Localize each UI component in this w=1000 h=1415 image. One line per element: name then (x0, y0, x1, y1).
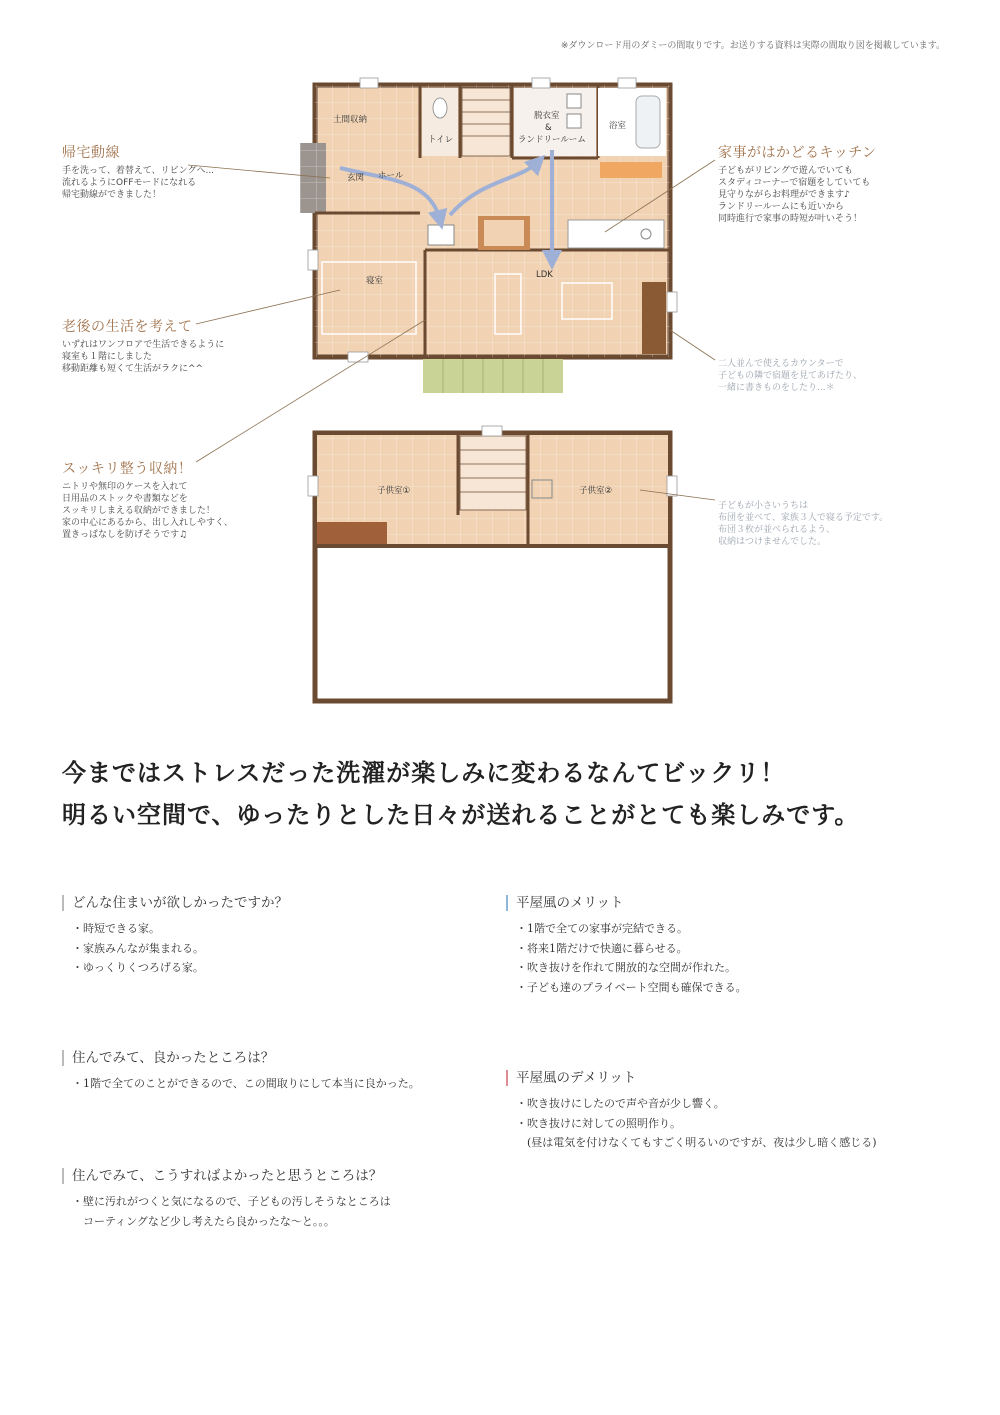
callout-line: 流れるようにOFFモードになれる (62, 178, 197, 188)
callout-title: 帰宅動線 (62, 145, 120, 161)
callout-line: 二人並んで使えるカウンターで (718, 359, 844, 369)
callout-line: 置きっぱなしを防げそうです♫ (62, 530, 188, 540)
callout-line: 子どもの隣で宿題を見てあげたり、 (718, 371, 863, 381)
room-label-toilet: トイレ (428, 135, 454, 145)
callout-storage (62, 458, 282, 541)
qa-item: ・子ども達のプライベート空間も確保できる。 (516, 980, 747, 994)
callout-line: 日用品のストックや書類などを (62, 494, 188, 504)
callout-title: 老後の生活を考えて (62, 319, 193, 335)
callout-line: 家の中心にあるから、出し入れしやすく、 (62, 518, 233, 528)
callout-kids (718, 500, 948, 548)
callout-counter (718, 358, 938, 394)
qa-item: ・1階で全てのことができるので、この間取りにして本当に良かった。 (72, 1077, 420, 1090)
callout-line: 子どもがリビングで遊んでいても (718, 166, 853, 176)
callout-line: 手を洗って、着替えて、リビングへ... (62, 166, 215, 176)
qa-question: 住んでみて、こうすればよかったと思うところは？ (62, 1168, 482, 1184)
qa-item: ・家族みんなが集まれる。 (72, 941, 204, 955)
qa-item: コーティングなど少し考えたら良かったな～と。。。 (72, 1214, 335, 1228)
notice-text: ※ダウンロード用のダミーの間取りです。お送りする資料は実際の間取り図を掲載しています。 (560, 41, 945, 51)
room-label-doma: 土間収納 (333, 115, 368, 125)
room-label-laundry: ランドリールーム (518, 135, 586, 145)
room-label-ldk: LDK (536, 270, 553, 280)
room-label-bath: 浴室 (609, 121, 627, 131)
callout-line: 帰宅動線ができました！ (62, 190, 162, 200)
room-label-hall: ホール (378, 171, 404, 181)
qa-item: ・吹き抜けを作れて開放的な空間が作れた。 (516, 961, 736, 974)
callout-line: 移動距離も短くて生活がラクに^^ (62, 364, 204, 374)
callout-title: スッキリ整う収納！ (62, 461, 193, 477)
callout-line: ニトリや無印のケースを入れて (62, 482, 188, 492)
qa-merits (506, 895, 946, 997)
qa-demerits (506, 1070, 946, 1153)
callout-line: 子どもが小さいうちは (718, 501, 809, 511)
callout-kitaku (62, 142, 262, 201)
callout-title: 家事がはかどるキッチン (718, 145, 877, 161)
callout-line: 一緒に書きものをしたり...＊ (718, 383, 835, 393)
headline (62, 752, 859, 836)
callout-line: スタディコーナーで宿題をしていても (718, 178, 871, 188)
qa-item: ・壁に汚れがつくと気になるので、子どもの汚しそうなところは (72, 1195, 391, 1208)
callout-rougo (62, 316, 282, 375)
callout-line: 布団３枚が並べられるよう、 (718, 525, 836, 535)
qa-item: ・吹き抜けにしたので声や音が少し響く。 (516, 1097, 725, 1110)
qa-good-points (62, 1050, 482, 1094)
room-label-kids2: 子供室② (579, 486, 613, 496)
qa-improvements (62, 1168, 482, 1231)
qa-question: 住んでみて、良かったところは？ (62, 1050, 482, 1066)
callout-line: スッキリしまえる収納ができました！ (62, 506, 215, 516)
qa-desired-home (62, 895, 482, 978)
qa-item: (昼は電気を付けなくてもすごく明るいのですが、夜は少し暗く感じる) (516, 1136, 877, 1149)
qa-item: ・吹き抜けに対しての照明作り。 (516, 1116, 681, 1130)
headline-line-1: 今まではストレスだった洗濯が楽しみに変わるなんてビックリ！ (62, 758, 786, 787)
callout-line: 布団を並べて、家族３人で寝る予定です。 (718, 513, 889, 523)
room-label-kids1: 子供室① (377, 486, 411, 496)
qa-item: ・1階で全ての家事が完結できる。 (516, 922, 688, 935)
room-label-genkan: 玄関 (347, 173, 365, 183)
callout-kitchen (718, 142, 938, 225)
callout-line: ランドリールームにも近いから (718, 202, 844, 212)
callout-line: 見守りながらお料理ができます♪ (718, 190, 850, 200)
qa-question: 平屋風のデメリット (506, 1070, 946, 1086)
room-label-bedroom: 寝室 (366, 276, 384, 286)
qa-question: 平屋風のメリット (506, 895, 946, 911)
callout-line: 寝室も１階にしました (62, 352, 153, 362)
headline-line-2: 明るい空間で、ゆったりとした日々が送れることがとても楽しみです。 (62, 800, 860, 829)
room-label-dressing-amp: & (545, 123, 552, 133)
qa-item: ・ゆっくりくつろげる家。 (72, 961, 204, 974)
qa-question: どんな住まいが欲しかったですか？ (62, 895, 482, 911)
qa-item: ・将来1階だけで快適に暮らせる。 (516, 941, 688, 955)
callout-line: いずれはワンフロアで生活できるように (62, 340, 225, 350)
room-label-dressing: 脱衣室 (534, 111, 560, 121)
qa-item: ・時短できる家。 (72, 922, 160, 935)
callout-line: 同時進行で家事の時短が叶いそう！ (718, 214, 863, 224)
callout-line: 収納はつけませんでした。 (718, 537, 827, 547)
